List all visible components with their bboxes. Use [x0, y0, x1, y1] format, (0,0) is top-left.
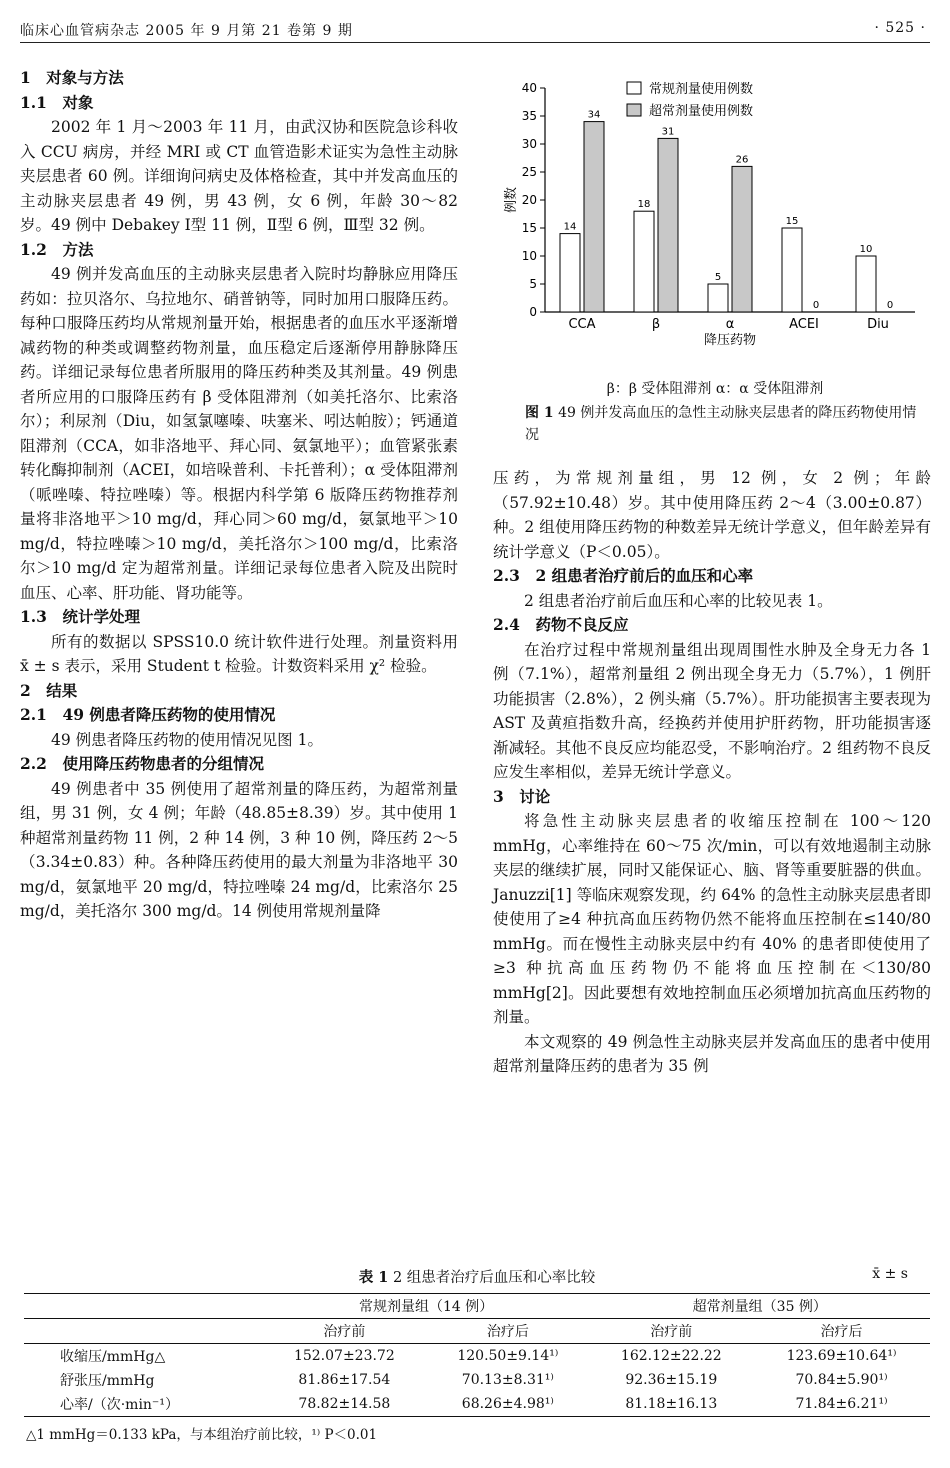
- paragraph-discussion-1: 将急性主动脉夹层患者的收缩压控制在 100～120 mmHg，心率维持在 60～75 次/min，可以有效地遏制主动脉夹层的继续扩展，同时又能保证心、脑、肾等重要脏器的供血。Januzzi[1] 等临床观察发现，约 64% 的急性主动脉夹层患者即使使用了≥4 种抗高血压药物仍然不能将血压控制在≤140/80 mmHg。而在慢性主动脉夹层中约有 40% 的患者即使使用了≥3 种抗高血压药物仍不能将血压控制在＜130/80 mmHg[2]。因此要想有效地控制血压必须增加抗高血压药物的剂量。: [493, 812, 931, 1026]
- y-tick-label: 5: [529, 277, 537, 291]
- paragraph-adverse-reactions: 在治疗过程中常规剂量组出现周围性水肿及全身无力各 1 例（7.1%），超常剂量组 2 例出现全身无力（5.7%），1 例肝功能损害（2.8%），2 例头痛（5.7%）。肝功能损害主要表现为 AST 及黄疸指数升高，经换药并使用护肝药物，肝功能损害逐渐减轻。其他不良反应均能忍受，不影响治疗。2 组药物不良反应发生率相似，差异无统计学意义。: [493, 640, 931, 781]
- data-label: 0: [886, 300, 894, 311]
- paragraph-results-2-cont: 压药，为常规剂量组，男 12 例，女 2 例；年龄（57.92±10.48）岁。其中使用降压药 2～4（3.00±0.87）种。2 组使用降压药物的种数差异无统计学意义，但年龄差异有统计学意义（P＜0.05）。: [493, 469, 931, 561]
- table-row: [24, 1392, 930, 1417]
- data-label: 18: [637, 199, 651, 211]
- figure-note: β：β 受体阻滞剂 α：α 受体阻滞剂: [606, 381, 824, 397]
- bar-regular: [708, 284, 728, 312]
- bar-high: [658, 138, 678, 312]
- table-group-high: 超常剂量组（35 例）: [590, 1294, 930, 1319]
- bar-high: [732, 166, 752, 312]
- data-label: 14: [563, 221, 577, 233]
- data-label: 0: [812, 300, 820, 311]
- table-header-after: 治疗后: [753, 1319, 930, 1344]
- figure-caption-label: 图 1: [525, 405, 554, 421]
- bar-chart: [495, 74, 935, 374]
- table-cell: 152.07±23.72: [293, 1348, 395, 1364]
- table-footnote: △1 mmHg＝0.133 kPa，与本组治疗前比较，¹⁾ P＜0.01: [26, 1427, 378, 1443]
- table-corner-sub: [24, 1319, 263, 1344]
- section-heading-2-4: 2.4 药物不良反应: [493, 615, 629, 634]
- data-label: 5: [714, 272, 722, 283]
- row-label: 心率/（次·min⁻¹）: [24, 1392, 263, 1417]
- table-row: [24, 1368, 930, 1392]
- legend-label: 超常剂量使用例数: [649, 104, 754, 119]
- paragraph-results-1: 49 例患者降压药物的使用情况见图 1。: [51, 730, 323, 749]
- table-1: [24, 1266, 930, 1443]
- table-cell: 70.13±8.31¹⁾: [461, 1372, 554, 1388]
- data-label: 31: [661, 126, 675, 138]
- y-tick-label: 0: [529, 305, 537, 319]
- table-title-label: 表 1: [358, 1269, 389, 1286]
- table-cell: 70.84±5.90¹⁾: [795, 1372, 888, 1388]
- table-header-before: 治疗前: [263, 1319, 426, 1344]
- y-tick-label: 15: [521, 221, 537, 235]
- figure-caption: [525, 402, 925, 446]
- table-group-regular: 常规剂量组（14 例）: [263, 1294, 590, 1319]
- table-header-before: 治疗前: [590, 1319, 753, 1344]
- y-tick-label: 25: [521, 165, 537, 179]
- table-row: [24, 1344, 930, 1369]
- table-corner: [24, 1294, 263, 1319]
- table-cell: 78.82±14.58: [263, 1392, 426, 1417]
- x-tick-label: β: [651, 317, 661, 332]
- journal-header: 临床心血管病杂志 2005 年 9 月第 21 卷第 9 期: [20, 23, 353, 39]
- bar-regular: [634, 211, 654, 312]
- row-label: 舒张压/mmHg: [60, 1373, 155, 1389]
- bar-regular: [782, 228, 802, 312]
- legend-label: 常规剂量使用例数: [649, 82, 754, 97]
- y-tick-label: 30: [521, 137, 537, 151]
- table-cell: 123.69±10.64¹⁾: [786, 1348, 897, 1364]
- table-cell: 92.36±15.19: [625, 1372, 718, 1388]
- section-heading-1: 1 对象与方法: [20, 68, 124, 87]
- data-label: 10: [859, 244, 873, 255]
- legend-swatch: [627, 104, 641, 116]
- header-rule: [20, 42, 930, 43]
- paragraph-subjects: 2002 年 1 月～2003 年 11 月，由武汉协和医院急诊科收入 CCU 病房，并经 MRI 或 CT 血管造影术证实为急性主动脉夹层患者 60 例。详细询问病史及体格检查，其中并发高血压的主动脉夹层患者 49 例，男 43 例，女 6 例，年龄 30～82 岁。49 例中 Debakey Ⅰ型 11 例，Ⅱ型 6 例，Ⅲ型 32 例。: [20, 118, 458, 234]
- y-tick-label: 40: [521, 81, 537, 95]
- paragraph-results-2: 49 例患者中 35 例使用了超常剂量的降压药，为超常剂量组，男 31 例，女 4 例；年龄（48.85±8.39）岁。其中使用 1 种超常剂量药物 11 例，2 种 14 例，3 种 10 例，降压药 2～5（3.34±0.83）种。各种降压药使用的最大剂量为非洛地平 30 mg/d，氨氯地平 20 mg/d，特拉唑嗪 24 mg/d，比索洛尔 25 mg/d，美托洛尔 300 mg/d。14 例使用常规剂量降: [20, 779, 458, 920]
- table-header-after: 治疗后: [426, 1319, 590, 1344]
- legend-swatch: [627, 82, 641, 94]
- comparison-table: [24, 1293, 930, 1417]
- section-heading-1-3: 1.3 统计学处理: [20, 607, 140, 626]
- page-number: · 525 ·: [874, 20, 926, 36]
- table-cell: 81.18±16.13: [590, 1392, 753, 1417]
- left-column: [20, 66, 458, 924]
- data-label: 34: [587, 109, 601, 121]
- x-tick-label: α: [725, 317, 735, 332]
- table-cell: 162.12±22.22: [620, 1348, 722, 1364]
- y-tick-label: 10: [521, 249, 537, 263]
- y-tick-label: 20: [521, 193, 537, 207]
- paragraph-results-3: 2 组患者治疗前后血压和心率的比较见表 1。: [524, 591, 833, 610]
- table-title: [24, 1266, 930, 1287]
- data-label: 26: [735, 154, 749, 166]
- section-heading-2-3: 2.3 2 组患者治疗前后的血压和心率: [493, 566, 754, 585]
- x-axis-label: 降压药物: [703, 333, 757, 348]
- row-label: 收缩压/mmHg△: [60, 1349, 166, 1365]
- figure-1: [495, 74, 935, 454]
- bar-regular: [856, 256, 876, 312]
- y-tick-label: 35: [521, 109, 537, 123]
- section-heading-1-1: 1.1 对象: [20, 92, 94, 112]
- x-tick-label: Diu: [867, 317, 889, 332]
- table-title-text: 2 组患者治疗后血压和心率比较: [392, 1270, 596, 1286]
- x-tick-label: ACEI: [789, 317, 819, 332]
- section-heading-1-2: 1.2 方法: [20, 239, 94, 259]
- table-cell: 81.86±17.54: [298, 1372, 391, 1388]
- y-axis-label: 例数: [504, 186, 519, 214]
- table-cell: 71.84±6.21¹⁾: [753, 1392, 930, 1417]
- section-heading-3: 3 讨论: [493, 786, 551, 806]
- paragraph-discussion-2: 本文观察的 49 例急性主动脉夹层并发高血压的患者中使用超常剂量降压药的患者为 35 例: [493, 1032, 931, 1075]
- bar-regular: [560, 234, 580, 312]
- right-column: [493, 466, 931, 1079]
- data-label: 15: [785, 216, 799, 227]
- section-heading-2: 2 结果: [20, 680, 78, 700]
- table-stat-note: x̄ ± s: [872, 1266, 908, 1282]
- section-heading-2-2: 2.2 使用降压药物患者的分组情况: [20, 754, 264, 773]
- paragraph-statistics: 所有的数据以 SPSS10.0 统计软件进行处理。剂量资料用 x̄ ± s 表示，采用 Student t 检验。计数资料采用 χ² 检验。: [20, 632, 458, 675]
- table-cell: 68.26±4.98¹⁾: [426, 1392, 590, 1417]
- x-tick-label: CCA: [568, 317, 596, 332]
- paragraph-methods: 49 例并发高血压的主动脉夹层患者入院时均静脉应用降压药如：拉贝洛尔、乌拉地尔、硝普钠等，同时加用口服降压药。每种口服降压药均从常规剂量开始，根据患者的血压水平逐渐增减药物的种类或调整药物剂量，血压稳定后逐渐停用静脉降压药。详细记录每位患者所服用的降压药种类及其剂量。49 例患者所应用的口服降压药有 β 受体阻滞剂（如美托洛尔、比索洛尔）；利尿剂（Diu，如氢氯噻嗪、呋塞米、吲达帕胺）；钙通道阻滞剂（CCA，如非洛地平、拜心同、氨氯地平）；血管紧张素转化酶抑制剂（ACEI，如培哚普利、卡托普利）；α 受体阻滞剂（哌唑嗪、特拉唑嗪）等。根据内科学第 6 版降压药物推荐剂量将非洛地平＞10 mg/d，拜心同＞60 mg/d，氨氯地平＞10 mg/d，特拉唑嗪＞10 mg/d，美托洛尔＞100 mg/d，比索洛尔＞10 mg/d 定为超常剂量。详细记录每位患者入院及出院时血压、心率、肝功能、肾功能等。: [20, 265, 458, 602]
- section-heading-2-1: 2.1 49 例患者降压药物的使用情况: [20, 705, 276, 724]
- bar-high: [584, 122, 604, 312]
- table-cell: 120.50±9.14¹⁾: [457, 1348, 559, 1364]
- figure-caption-text: 49 例并发高血压的急性主动脉夹层患者的降压药物使用情况: [525, 405, 917, 443]
